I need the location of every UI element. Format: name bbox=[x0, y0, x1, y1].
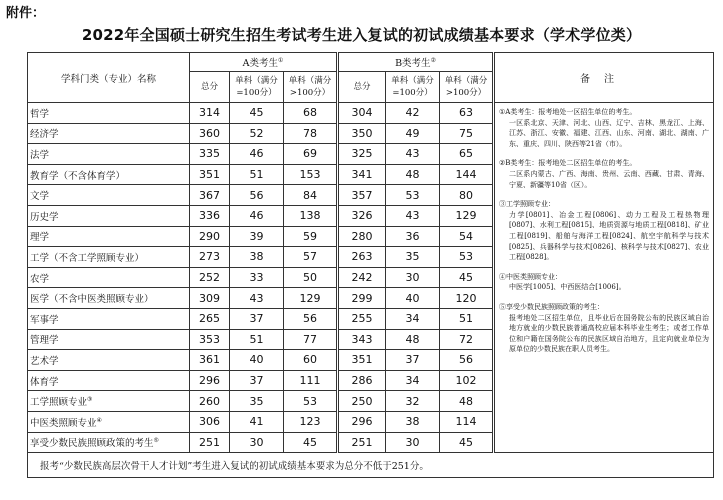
subject-name bbox=[28, 226, 190, 247]
subject-name bbox=[28, 391, 190, 412]
b-singleover100-score: 53 bbox=[440, 247, 494, 268]
a-total-score: 309 bbox=[190, 288, 230, 309]
a-single100-score: 33 bbox=[230, 267, 284, 288]
b-singleover100-score: 48 bbox=[440, 391, 494, 412]
note-text: 二区系内蒙古、广西、海南、贵州、云南、西藏、甘肃、青海、宁夏、新疆等10省（区）。 bbox=[509, 169, 710, 189]
note-block bbox=[499, 302, 709, 355]
subject-label: 体育学 bbox=[30, 376, 59, 388]
a-singleover100-score: 56 bbox=[284, 308, 338, 329]
a-single100-score: 45 bbox=[230, 103, 284, 124]
a-total-score: 306 bbox=[190, 411, 230, 432]
a-singleover100-score: 59 bbox=[284, 226, 338, 247]
subject-label: 工学（不含工学照顾专业） bbox=[30, 252, 145, 264]
b-total-score: 304 bbox=[338, 103, 386, 124]
a-total-score: 273 bbox=[190, 247, 230, 268]
group-b-header bbox=[338, 53, 494, 72]
b-single100-score: 30 bbox=[386, 267, 440, 288]
subject-label: 医学（不含中医类照顾专业） bbox=[30, 294, 154, 306]
subject-label: 中医类照顾专业 bbox=[30, 417, 97, 429]
subject-name bbox=[28, 144, 190, 165]
note-heading: ⑤享受少数民族照顾政策的考生： bbox=[499, 302, 605, 311]
a-singleover100-score: 78 bbox=[284, 123, 338, 144]
subject-name bbox=[28, 123, 190, 144]
table-body bbox=[28, 103, 714, 478]
a-total-score: 353 bbox=[190, 329, 230, 350]
a-total-score: 265 bbox=[190, 308, 230, 329]
a-single100-score: 56 bbox=[230, 185, 284, 206]
b-singleover100-score: 144 bbox=[440, 164, 494, 185]
b-singleover100-score: 129 bbox=[440, 205, 494, 226]
note-heading: ①A类考生：报考地处一区招生单位的考生。 bbox=[499, 108, 637, 116]
b-single100-score: 38 bbox=[386, 411, 440, 432]
a-total-score: 260 bbox=[190, 391, 230, 412]
b-single100-header: 单科（满分=100分） bbox=[386, 72, 440, 103]
a-total-score: 314 bbox=[190, 103, 230, 124]
a-single100-score: 46 bbox=[230, 205, 284, 226]
a-total-score: 336 bbox=[190, 205, 230, 226]
subject-name bbox=[28, 308, 190, 329]
a-single100-header: 单科（满分=100分） bbox=[230, 72, 284, 103]
b-singleover100-score: 72 bbox=[440, 329, 494, 350]
a-single100-score: 51 bbox=[230, 164, 284, 185]
b-single100-score: 48 bbox=[386, 164, 440, 185]
a-single100-score: 41 bbox=[230, 411, 284, 432]
a-total-score: 335 bbox=[190, 144, 230, 165]
subject-name bbox=[28, 164, 190, 185]
a-total-score: 290 bbox=[190, 226, 230, 247]
b-total-score: 255 bbox=[338, 308, 386, 329]
a-singleover100-score: 123 bbox=[284, 411, 338, 432]
a-singleover100-score: 111 bbox=[284, 370, 338, 391]
a-singleover100-score: 53 bbox=[284, 391, 338, 412]
a-total-score: 296 bbox=[190, 370, 230, 391]
a-total-score: 367 bbox=[190, 185, 230, 206]
b-singleover100-score: 45 bbox=[440, 267, 494, 288]
a-singleover100-header: 单科（满分>100分） bbox=[284, 72, 338, 103]
attachment-label: 附件： bbox=[6, 6, 46, 21]
b-singleover100-score: 120 bbox=[440, 288, 494, 309]
notes-cell bbox=[494, 103, 714, 453]
a-total-header: 总分 bbox=[190, 72, 230, 103]
subject-label: 哲学 bbox=[30, 108, 50, 120]
a-singleover100-score: 68 bbox=[284, 103, 338, 124]
subject-column-header: 学科门类（专业）名称 bbox=[28, 53, 190, 103]
a-total-score: 361 bbox=[190, 350, 230, 371]
subject-name bbox=[28, 267, 190, 288]
a-singleover100-score: 60 bbox=[284, 350, 338, 371]
b-singleover100-score: 54 bbox=[440, 226, 494, 247]
b-total-score: 263 bbox=[338, 247, 386, 268]
group-b-label: B类考生 bbox=[395, 58, 431, 69]
b-total-score: 280 bbox=[338, 226, 386, 247]
subject-label: 管理学 bbox=[30, 335, 59, 347]
b-total-score: 343 bbox=[338, 329, 386, 350]
b-single100-score: 40 bbox=[386, 288, 440, 309]
note-block bbox=[499, 107, 709, 149]
subject-label: 历史学 bbox=[30, 211, 59, 223]
note-heading: ④中医类照顾专业： bbox=[499, 272, 563, 281]
note-block bbox=[499, 272, 709, 293]
a-single100-score: 40 bbox=[230, 350, 284, 371]
b-total-score: 286 bbox=[338, 370, 386, 391]
subject-name bbox=[28, 247, 190, 268]
subject-label: 工学照顾专业 bbox=[30, 397, 88, 409]
note-text: 报考地处二区招生单位，且毕业后在国务院公布的民族区域自治地方就业的少数民族普通高校应届本科毕业生考生；或者工作单位和户籍在国务院公布的民族区域自治地方，且定向就业单位为原单位的少数民族在职人员考生。 bbox=[509, 313, 710, 354]
b-singleover100-score: 65 bbox=[440, 144, 494, 165]
note-heading: ②B类考生：报考地处二区招生单位的考生。 bbox=[499, 159, 637, 168]
a-single100-score: 43 bbox=[230, 288, 284, 309]
a-singleover100-score: 50 bbox=[284, 267, 338, 288]
subject-label: 教育学（不含体育学） bbox=[30, 170, 126, 182]
subject-footnote-mark: ⑤ bbox=[153, 437, 159, 445]
a-singleover100-score: 129 bbox=[284, 288, 338, 309]
b-single100-score: 35 bbox=[386, 247, 440, 268]
page-title: 2022年全国硕士研究生招生考试考生进入复试的初试成绩基本要求（学术学位类） bbox=[81, 26, 642, 44]
a-singleover100-score: 45 bbox=[284, 432, 338, 453]
footer-note: 报考“少数民族高层次骨干人才计划”考生进入复试的初试成绩基本要求为总分不低于251分。 bbox=[28, 453, 714, 478]
subject-name bbox=[28, 103, 190, 124]
b-total-header: 总分 bbox=[338, 72, 386, 103]
subject-name bbox=[28, 432, 190, 453]
a-total-score: 252 bbox=[190, 267, 230, 288]
b-singleover100-score: 114 bbox=[440, 411, 494, 432]
b-single100-score: 34 bbox=[386, 308, 440, 329]
subject-footnote-mark: ③ bbox=[87, 395, 93, 403]
b-single100-score: 34 bbox=[386, 370, 440, 391]
note-text: 一区系北京、天津、河北、山西、辽宁、吉林、黑龙江、上海、江苏、浙江、安徽、福建、江西、山东、河南、湖北、湖南、广东、重庆、四川、陕西等21省（市）。 bbox=[509, 118, 710, 148]
a-single100-score: 38 bbox=[230, 247, 284, 268]
b-single100-score: 36 bbox=[386, 226, 440, 247]
b-single100-score: 49 bbox=[386, 123, 440, 144]
subject-label: 农学 bbox=[30, 273, 50, 285]
b-single100-score: 48 bbox=[386, 329, 440, 350]
b-single100-score: 43 bbox=[386, 144, 440, 165]
a-single100-score: 52 bbox=[230, 123, 284, 144]
score-table bbox=[27, 52, 714, 478]
footer-row bbox=[28, 453, 714, 478]
a-single100-score: 46 bbox=[230, 144, 284, 165]
subject-label: 享受少数民族照顾政策的考生 bbox=[30, 438, 154, 450]
note-block bbox=[499, 199, 709, 263]
b-total-score: 326 bbox=[338, 205, 386, 226]
group-a-label: A类考生 bbox=[242, 58, 278, 69]
a-total-score: 351 bbox=[190, 164, 230, 185]
subject-name bbox=[28, 411, 190, 432]
subject-name bbox=[28, 205, 190, 226]
group-a-header bbox=[190, 53, 338, 72]
subject-name bbox=[28, 350, 190, 371]
b-single100-score: 43 bbox=[386, 205, 440, 226]
b-total-score: 251 bbox=[338, 432, 386, 453]
note-text: 中医学[1005]、中西医结合[1006]。 bbox=[509, 283, 626, 292]
subject-label: 法学 bbox=[30, 149, 50, 161]
b-total-score: 296 bbox=[338, 411, 386, 432]
b-single100-score: 53 bbox=[386, 185, 440, 206]
b-single100-score: 37 bbox=[386, 350, 440, 371]
b-total-score: 350 bbox=[338, 123, 386, 144]
table-row bbox=[28, 103, 714, 124]
note-block bbox=[499, 158, 709, 190]
b-total-score: 242 bbox=[338, 267, 386, 288]
note-heading: ③工学照顾专业： bbox=[499, 200, 556, 209]
a-singleover100-score: 153 bbox=[284, 164, 338, 185]
a-single100-score: 37 bbox=[230, 308, 284, 329]
group-b-footnote-mark: ② bbox=[430, 56, 436, 64]
b-total-score: 357 bbox=[338, 185, 386, 206]
b-singleover100-score: 45 bbox=[440, 432, 494, 453]
subject-label: 理学 bbox=[30, 232, 50, 244]
b-total-score: 341 bbox=[338, 164, 386, 185]
a-singleover100-score: 57 bbox=[284, 247, 338, 268]
a-single100-score: 37 bbox=[230, 370, 284, 391]
b-singleover100-score: 75 bbox=[440, 123, 494, 144]
b-singleover100-score: 102 bbox=[440, 370, 494, 391]
a-single100-score: 51 bbox=[230, 329, 284, 350]
b-total-score: 325 bbox=[338, 144, 386, 165]
subject-name bbox=[28, 370, 190, 391]
b-total-score: 351 bbox=[338, 350, 386, 371]
b-singleover100-score: 51 bbox=[440, 308, 494, 329]
a-singleover100-score: 77 bbox=[284, 329, 338, 350]
a-singleover100-score: 84 bbox=[284, 185, 338, 206]
a-total-score: 360 bbox=[190, 123, 230, 144]
subject-label: 艺术学 bbox=[30, 355, 59, 367]
b-singleover100-score: 56 bbox=[440, 350, 494, 371]
b-singleover100-score: 80 bbox=[440, 185, 494, 206]
subject-label: 文学 bbox=[30, 191, 50, 203]
group-a-footnote-mark: ① bbox=[278, 56, 284, 64]
notes-column-header: 备注 bbox=[494, 53, 714, 103]
note-text: 力学[0801]、冶金工程[0806]、动力工程及工程热物理[0807]、水利工程[0815]、地质资源与地质工程[0818]、矿业工程[0819]、船舶与海洋工程[0824]、航空宇航科学与技术[0825]、兵器科学与技术[0826]、核科学与技术[0827]、农业工程[0828]。 bbox=[509, 210, 710, 262]
b-single100-score: 30 bbox=[386, 432, 440, 453]
subject-label: 经济学 bbox=[30, 129, 59, 141]
a-singleover100-score: 69 bbox=[284, 144, 338, 165]
b-singleover100-score: 63 bbox=[440, 103, 494, 124]
b-single100-score: 32 bbox=[386, 391, 440, 412]
subject-label: 军事学 bbox=[30, 314, 59, 326]
b-total-score: 250 bbox=[338, 391, 386, 412]
b-total-score: 299 bbox=[338, 288, 386, 309]
a-single100-score: 39 bbox=[230, 226, 284, 247]
b-singleover100-header: 单科（满分>100分） bbox=[440, 72, 494, 103]
subject-name bbox=[28, 288, 190, 309]
subject-name bbox=[28, 185, 190, 206]
a-single100-score: 30 bbox=[230, 432, 284, 453]
subject-name bbox=[28, 329, 190, 350]
a-singleover100-score: 138 bbox=[284, 205, 338, 226]
a-total-score: 251 bbox=[190, 432, 230, 453]
b-single100-score: 42 bbox=[386, 103, 440, 124]
a-single100-score: 35 bbox=[230, 391, 284, 412]
subject-footnote-mark: ④ bbox=[96, 416, 102, 424]
